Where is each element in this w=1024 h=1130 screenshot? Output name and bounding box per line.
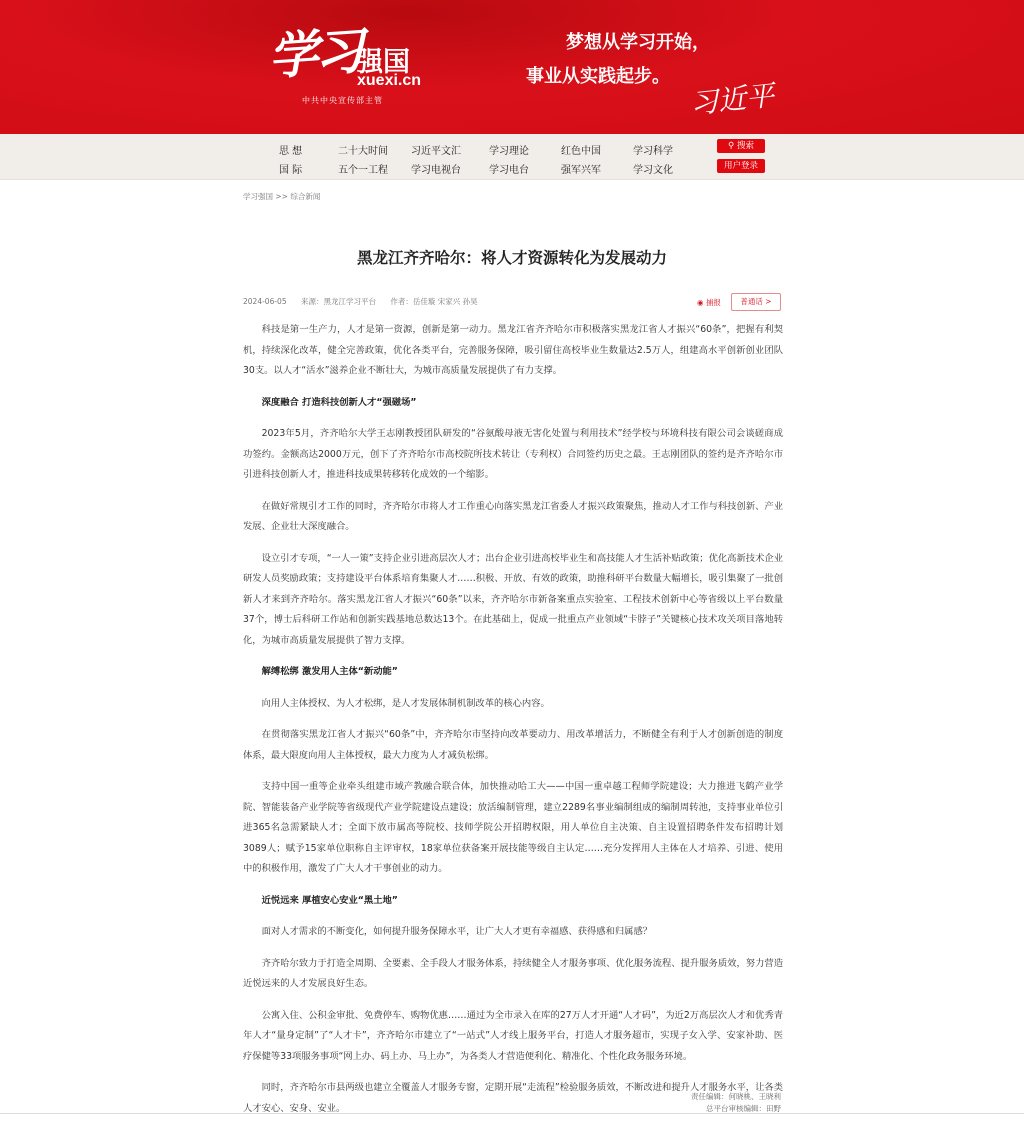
nav-item[interactable]: 国 际 [279,165,303,176]
logo-domain: xuexi.cn [357,72,422,89]
nav-item[interactable]: 学习电视台 [411,165,461,176]
article-author: 作者：岳佳璇 宋家兴 孙昊 [390,297,478,306]
responsible-editor: 责任编辑：何晓桃、王晓利 [691,1092,781,1101]
logo-name[interactable]: 强国 [356,47,410,78]
breadcrumb-separator: >> [275,192,288,201]
login-button[interactable]: 用户登录 [717,159,765,173]
paragraph: 科技是第一生产力，人才是第一资源，创新是第一动力。黑龙江省齐齐哈尔市积极落实黑龙江省人才振兴“60条”，把握有利契机，持续深化改革，健全完善政策，优化各类平台，完善服务保障，吸引留住高校毕业生数量达2.5万人，组建高水平创新创业团队30支。以人才“活水”滋养企业不断壮大，为城市高质量发展提供了有力支撑。 [243,324,783,376]
nav-item[interactable]: 五个一工程 [338,165,388,176]
nav-item[interactable]: 红色中国 [561,146,601,157]
paragraph: 在做好常规引才工作的同时，齐齐哈尔市将人才工作重心向落实黑龙江省委人才振兴政策聚焦，推动人才工作与科技创新、产业发展、企业壮大深度融合。 [243,500,783,532]
nav-item[interactable]: 学习电台 [489,165,529,176]
slogan-line-1: 梦想从学习开始， [566,32,710,53]
paragraph: 齐齐哈尔致力于打造全周期、全要素、全手段人才服务体系，持续健全人才服务事项、优化服务流程、提升服务质效，努力营造近悦远来的人才发展良好生态。 [243,957,783,989]
section-heading: 近悦远来 厚植安心安业“黑土地” [261,894,398,906]
paragraph: 2023年5月，齐齐哈尔大学王志刚教授团队研发的“谷氨酸母液无害化处置与利用技术”经学校与环境科技有限公司会谈磋商成功签约。金额高达2000万元，创下了齐齐哈尔市高校院所技术转让（专利权）合同签约历史之最。王志刚团队的签约是齐齐哈尔市引进科技创新人才，推进科技成果转移转化成效的一个缩影。 [243,428,783,480]
article-body [243,320,783,1130]
report-button[interactable] [697,297,721,308]
divider [0,1113,1024,1114]
nav-item[interactable]: 强军兴军 [561,165,601,176]
search-button[interactable] [717,139,765,153]
paragraph: 公寓入住、公积金审批、免费停车、购物优惠……通过为全市录入在库的27万人才开通“人才码”，为近2万高层次人才和优秀青年人才“量身定制”了“人才卡”，齐齐哈尔市建立了“一站式”人才线上服务平台，打造人才服务超市，实现子女入学、安家补助、医疗保健等33项服务事项“网上办、码上办、马上办”，为各类人才营造便利化、精准化、个性化政务服务环境。 [243,1009,783,1062]
paragraph: 设立引才专项，“一人一策”支持企业引进高层次人才；出台企业引进高校毕业生和高技能人才生活补贴政策；优化高新技术企业研发人员奖励政策；支持建设平台体系培育集聚人才……积极、开放、有效的政策，助推科研平台数量大幅增长，吸引集聚了一批创新人才来到齐齐哈尔。落实黑龙江省人才振兴“60条”以来，齐齐哈尔市新备案重点实验室、工程技术创新中心等省级以上平台数量37个，博士后科研工作站和创新实践基地总数达13个。在此基础上，促成一批重点产业领域“卡脖子”关键核心技术攻关项目落地转化，为城市高质量发展提供了智力支撑。 [243,552,783,646]
nav-item[interactable]: 习近平文汇 [411,146,461,157]
header-banner [0,0,1024,134]
nav-item[interactable]: 学习文化 [633,165,673,176]
breadcrumb-current[interactable]: 综合新闻 [290,192,321,201]
signature: 习近平 [688,78,776,121]
editor-info [691,1091,781,1115]
article-title: 黑龙江齐齐哈尔：将人才资源转化为发展动力 [356,249,667,267]
paragraph: 同时，齐齐哈尔市县两级也建立全覆盖人才服务专窗，定期开展“走流程”检验服务质效，不断改进和提升人才服务水平，让各类人才安心、安身、安业。 [243,1082,783,1114]
article-date: 2024-06-05 [243,297,287,306]
section-heading: 深度融合 打造科技创新人才“强磁场” [261,396,417,408]
main-nav [0,134,1024,180]
paragraph: 在贯彻落实黑龙江省人才振兴“60条”中，齐齐哈尔市坚持向改革要动力、用改革增活力，不断健全有利于人才创新创造的制度体系，最大限度向用人主体授权，最大力度为人才减负松绑。 [243,729,783,761]
speaker-icon: ◉ [697,298,704,307]
report-label: 捕报 [705,298,721,307]
nav-item[interactable]: 学习理论 [489,146,529,157]
review-editor: 总平台审核编辑：田野 [706,1104,781,1113]
paragraph: 支持中国一重等企业牵头组建市域产教融合联合体，加快推动哈工大——中国一重卓越工程师学院建设；大力推进飞鹤产业学院、智能装备产业学院等省级现代产业学院建设点建设；放活编制管理，建立2289名事业编制组成的编制周转池，支持事业单位引进365名急需紧缺人才；全面下放市属高等院校、技师学院公开招聘权限，用人单位自主决策、自主设置招聘条件发布招聘计划3089人；赋予15家单位职称自主评审权，18家单位获备案开展技能等级自主认定……充分发挥用人主体在人才培养、引进、使用中的积极作用，激发了广大人才干事创业的动力。 [243,781,783,874]
paragraph: 面对人才需求的不断变化，如何提升服务保障水平，让广大人才更有幸福感、获得感和归属感？ [261,926,653,937]
search-icon: ⚲ [728,141,735,151]
paragraph: 向用人主体授权、为人才松绑，是人才发展体制机制改革的核心内容。 [261,697,550,709]
search-label: 搜索 [736,141,754,151]
breadcrumb-home[interactable]: 学习强国 [243,192,273,201]
logo-calligraphy[interactable]: 学习 [266,20,363,87]
section-heading: 解缚松绑 激发用人主体“新动能” [261,666,398,677]
article-meta [243,296,490,307]
nav-item[interactable]: 二十大时间 [338,146,388,157]
nav-item[interactable]: 学习科学 [633,146,673,157]
breadcrumb [243,191,320,202]
voice-select-button[interactable]: 普通话 > [731,293,781,311]
logo-subtitle: 中共中央宣传部主管 [302,96,383,105]
slogan-line-2: 事业从实践起步。 [526,66,670,87]
article-source: 来源：黑龙江学习平台 [300,297,376,306]
nav-item[interactable]: 思 想 [279,146,303,157]
